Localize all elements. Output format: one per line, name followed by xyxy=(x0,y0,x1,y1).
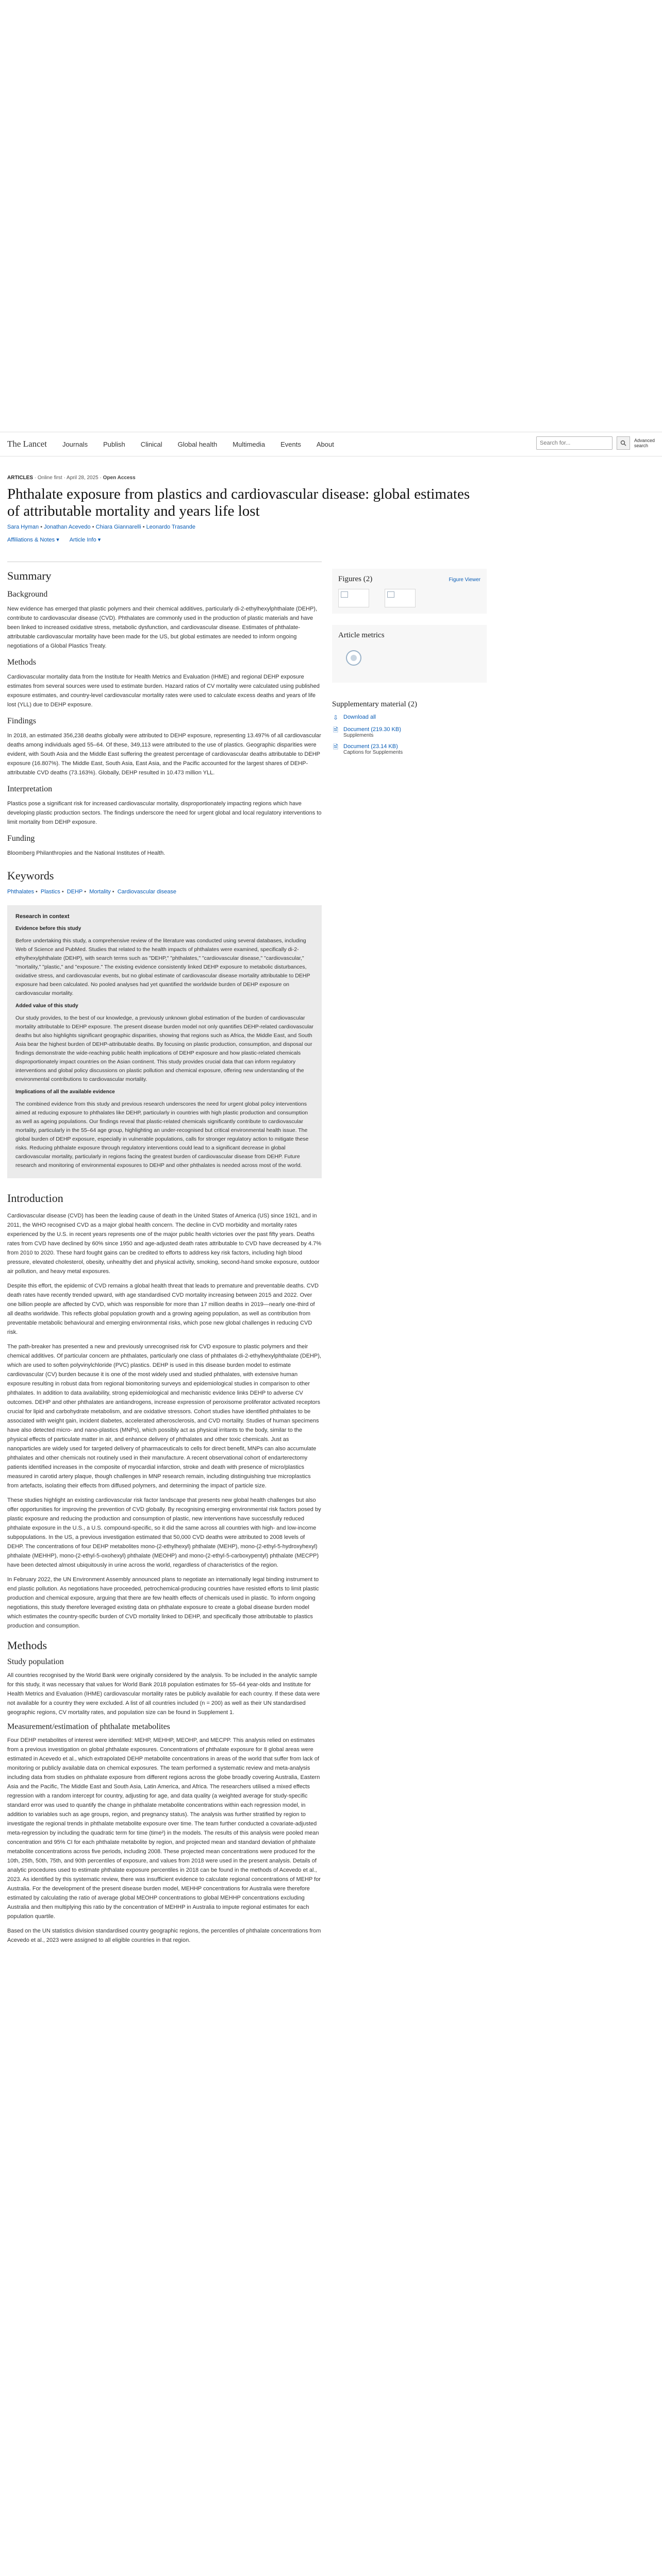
supplement-caption: Supplements xyxy=(343,733,374,738)
figures-heading: Figures (2) xyxy=(338,575,373,583)
chevron-down-icon: ▾ xyxy=(97,537,101,543)
article-body xyxy=(7,562,322,1950)
search-input[interactable] xyxy=(536,436,613,450)
nav-global-health[interactable]: Global health xyxy=(177,440,218,448)
keyword-link[interactable]: Cardiovascular disease xyxy=(117,889,177,895)
measurement-text: Four DEHP metabolites of interest were identified: MEHP, MEHHP, MEOHP, and MECPP. This analysis relied on estimates from a previous investigation on global phthalate exposures. Concentrations of phthalate exposure for 8 global areas were estimated in Acevedo et al., which extrapolated DEHP metabolite concentrations in areas of the world that suffer from lack of monitoring or publicly available data on chemical exposures. The team performed a systematic review and meta-analysis including data from studies on phthalate exposure from different regions across the globe broadly covering Australia, Eastern Asia and the Pacific, The Middle East and South Asia, Latin America, and Africa. The researchers utilised a mixed effects regression with a random intercept for country, adjusting for age, and data quality (a weighted average for study-specific standard error was used to quantify the change in phthalate metabolite concentrations within each regression model, in addition to variables such as age groups, region, and pregnancy status). The analysis was further stratified by region to investigate the regional trends in phthalate metabolite exposure over time. The team further conducted a covariate-adjusted meta-regression by including the quadratic term for time (time²) in the models. The results of this analysis were pooled mean concentration and 95% CI for each phthalate metabolite by region, and projected mean and standard deviation of phthalate metabolite concentrations across five periods, including 2008. These projected mean concentrations were produced for the 10th, 25th, 50th, 75th, and 90th percentiles of exposure, and values from 2018 were used in the present analysis. Details of analytic procedures used to estimate phthalate exposure percentiles in 2018 can be found in the methods of Acevedo et al., 2023. As identified by this systematic review, there was insufficient evidence to calculate regional concentrations of MEHP for Australia. For the development of the present disease burden model, MEHHP concentrations for Australia were therefore estimated by calculating the ratio of average global MEOHP concentrations to global MEHHP concentrations excluding Australia and then multiplying this ratio by the concentration of MEHHP in Australia to impute regional estimates for each population quartile. xyxy=(7,1737,321,1920)
keyword-list: Phthalates • Plastics • DEHP • Mortality • Cardiovascular disease xyxy=(7,889,177,895)
funding-text: Bloomberg Philanthropies and the National Institutes of Health. xyxy=(7,850,166,856)
download-all-row[interactable] xyxy=(332,714,481,721)
open-access-badge: Open Access xyxy=(103,475,136,481)
keywords-heading: Keywords xyxy=(7,869,54,882)
interpretation-text: Plastics pose a significant risk for increased cardiovascular mortality, disproportionately impacting regions which have developing plastic production sectors. The findings underscore the need for urgent global and local regulatory interventions to limit mortality from DEHP exposure. xyxy=(7,801,322,825)
figure-viewer-link[interactable]: Figure Viewer xyxy=(449,577,481,583)
figures-card xyxy=(332,569,487,614)
nav-about[interactable]: About xyxy=(316,440,334,448)
supplement-document-row[interactable] xyxy=(332,726,481,738)
nav-publish[interactable]: Publish xyxy=(103,440,125,448)
nav-events[interactable]: Events xyxy=(280,440,301,448)
article-info-toggle[interactable]: Article Info ▾ xyxy=(69,537,101,543)
supplement-document-link[interactable]: Document (23.14 KB) xyxy=(343,743,398,750)
article-header xyxy=(7,475,652,543)
search-icon xyxy=(620,440,626,446)
download-icon: ⇩ xyxy=(333,714,339,721)
blank-header-area xyxy=(0,0,662,433)
evidence-text: Before undertaking this study, a comprehensive review of the literature was conducted using several databases, including Web of Science and PubMed. Studies that related to the health impacts of phthalates were examined, specifically di-2-ethylhexylphthalate (DEHP), with search terms such as "DEHP," "phthalates," "cardiovascular disease," "cardiovascular," "mortality," "plastic," and "exposure." The existing evidence consistently linked DEHP exposure to metabolic disturbances, oxidative stress, and cardiovascular events, but no global estimate of cardiovascular disease mortality attributable to DEHP exposure had been calculated. No pooled analyses had yet quantified the worldwide burden of DEHP exposure on cardiovascular mortality. xyxy=(15,938,310,996)
findings-text: In 2018, an estimated 356,238 deaths globally were attributed to DEHP exposure, representing 13.497% of all cardiovascular deaths among individuals aged 55–64. Of these, 349,113 were attributed to the use of plastics. Geographic disparities were evident, with South Asia and the Middle East suffering the greatest percentage of cardiovascular deaths attributable to DEHP exposure (16.807%). The Middle East, South Asia, East Asia, and the Pacific accounted for the largest shares of DEHP-attributable CVD deaths (73.163%). Globally, DEHP resulted in 10.473 million YLL. xyxy=(7,733,321,776)
evidence-heading: Evidence before this study xyxy=(15,926,81,931)
research-in-context-panel xyxy=(7,905,322,1178)
search-button[interactable] xyxy=(617,436,630,450)
online-first-label: Online first xyxy=(37,475,62,481)
document-icon: 🗎 xyxy=(333,726,338,734)
introduction-section xyxy=(7,1192,322,1631)
nav-multimedia[interactable]: Multimedia xyxy=(233,440,266,448)
journal-logo[interactable]: The Lancet xyxy=(7,439,47,449)
article-date: April 28, 2025 xyxy=(67,475,98,481)
supplement-document-row[interactable] xyxy=(332,743,481,755)
keyword-link[interactable]: DEHP xyxy=(67,889,83,895)
methods-section-heading: Methods xyxy=(7,1639,47,1652)
intro-paragraph: Despite this effort, the epidemic of CVD remains a global health threat that leads to premature and preventable deaths. CVD death rates have recently trended upward, with age standardised CVD mortality increasing between 2015 and 2022. Over one billion people are affected by CVD, which was responsible for more than 17 million deaths in 2019—nearly one-third of all deaths worldwide. This reflects global population growth and a growing ageing population, as well as contribution from preventable metabolic behavioural and emerging environmental risks, which pose new global challenges in reducing CVD risk. xyxy=(7,1283,319,1335)
download-all-link[interactable]: Download all xyxy=(343,714,376,720)
article-title: Phthalate exposure from plastics and cardiovascular disease: global estimates of attributable mortality and years life lost xyxy=(7,486,470,519)
background-heading: Background xyxy=(7,590,48,599)
document-icon: 🗎 xyxy=(333,743,338,751)
measurement-heading: Measurement/estimation of phthalate metabolites xyxy=(7,1722,170,1731)
author-list: Sara Hyman • Jonathan Acevedo • Chiara Giannarelli • Leonardo Trasande xyxy=(7,524,196,530)
metrics-card xyxy=(332,625,487,683)
funding-heading: Funding xyxy=(7,834,35,843)
findings-heading: Findings xyxy=(7,717,37,725)
site-navigation xyxy=(0,432,662,456)
article-sidebar xyxy=(332,569,487,778)
implications-heading: Implications of all the available evidence xyxy=(15,1089,115,1095)
figure-thumbnail[interactable] xyxy=(338,589,369,607)
study-population-text: All countries recognised by the World Bank were originally considered by the analysis. To be included in the analytic sample for this study, it was necessary that values for World Bank 2018 population estimates for 55–64 year-olds and Institute for Health Metrics and Evaluation (IHME) cardiovascular mortality rates be publicly available for each country. If these data were not available for a country they were excluded. A list of all countries included (n = 200) as well as their UN standardised geographic regions, CV mortality rates, and population size can be found in Supplement 1. xyxy=(7,1672,320,1716)
article-type: ARTICLES xyxy=(7,475,33,481)
nav-clinical[interactable]: Clinical xyxy=(140,440,162,448)
implications-text: The combined evidence from this study and previous research underscores the need for urgent global policy interventions aimed at reducing exposure to phthalates like DEHP, particularly in countries with high plastic production and consumption as well as ageing populations. Our findings reveal that plastic-related chemicals significantly contribute to cardiovascular mortality, particularly in the 55–64 age group, highlighting an under-recognised but critical environmental health issue. The global burden of DEHP exposure, especially in vulnerable populations, calls for stronger regulatory action to mitigate these risks. Reducing phthalate exposure through regulatory interventions could lead to a significant decrease in global cardiovascular mortality, particularly in regions facing the greatest burden of cardiovascular disease from DEHP. Future research and monitoring of environmental exposures to DEHP and other phthalates is needed across most of the world. xyxy=(15,1101,309,1168)
summary-section xyxy=(7,562,322,858)
supplement-caption: Captions for Supplements xyxy=(343,750,403,755)
chevron-down-icon: ▾ xyxy=(56,537,59,543)
study-population-heading: Study population xyxy=(7,1657,64,1666)
research-in-context-heading: Research in context xyxy=(15,913,70,920)
keyword-link[interactable]: Phthalates xyxy=(7,889,34,895)
background-text: New evidence has emerged that plastic polymers and their chemical additives, particularly di-2-ethylhexylphthalate (DEHP), contribute to cardiovascular disease (CVD). Phthalates are commonly used in the production of plastic materials and have been linked to increased oxidative stress, metabolic dysfunction, and cardiovascular disease. Estimates of phthalate-attributable cardiovascular mortality have been made for the US, but global estimates are needed to inform ongoing negotiations of a Global Plastics Treaty. xyxy=(7,606,318,649)
summary-heading: Summary xyxy=(7,569,52,582)
methods-text: Cardiovascular mortality data from the Institute for Health Metrics and Evaluation (IHME) and regional DEHP exposure estimates from several sources were used to estimate burden. Hazard ratios of CV mortality were calculated using published exposure estimates, and country-level cardiovascular mortality rates were used to calculate excess deaths and years of life lost (YLL) due to DEHP exposure. xyxy=(7,674,320,708)
keyword-link[interactable]: Plastics xyxy=(40,889,60,895)
intro-paragraph: In February 2022, the UN Environment Assembly announced plans to negotiate an internationally legal binding instrument to end plastic pollution. As negotiations have proceeded, petrochemical-producing countries have resisted efforts to limit plastic production and chemical exposure, arguing that there are few health effects of chemicals used in plastic. To inform ongoing negotiations, this study therefore leveraged existing data on phthalate exposure to create a global disease burden model which estimates the country-specific burden of CVD mortality linked to DEHP, and specifically those attributable to plastics production and consumption. xyxy=(7,1577,319,1629)
intro-paragraph: Cardiovascular disease (CVD) has been the leading cause of death in the United States of America (US) since 1921, and in 2011, the WHO recognised CVD as a major global health concern. The decline in CVD morbidity and mortality rates experienced by the U.S. in recent years represents one of the major public health victories over the past fifty years. Deaths rates from CVD have declined by 60% since 1950 and age-adjusted death rates attributable to CVD have decreased by 4.7% from 2010 to 2020. These hard fought gains can be credited to efforts to address key risk factors, including high blood pressure, elevated cholesterol, obesity, unhealthy diet and physical activity, smoking, second-hand smoke exposure, outdoor air pollution, and heavy metal exposures. xyxy=(7,1213,322,1275)
nav-journals[interactable]: Journals xyxy=(62,440,88,448)
author-name[interactable]: Jonathan Acevedo xyxy=(44,524,91,530)
intro-paragraph: The path-breaker has presented a new and previously unrecognised risk for CVD exposure to plastic polymers and their chemical additives. Of particular concern are phthalates, particularly one class of phthalates di-2-ethylhexylphthalate (DEHP), which are used to soften polyvinylchloride (PVC) plastics. DEHP is used in this disease burden model to estimate cardiovascular (CV) burden because it is one of the most widely used and studied phthalates, with extensive human exposure resulting in robust data from regional biomonitoring surveys and epidemiological studies in comparison to other phthalates. In addition to data availability, strong epidemiological and mechanistic evidence links DEHP to adverse CV outcomes. DEHP and other phthalates are antiandrogens, increase expression of peroxisome proliferator activated receptors crucial for lipid and carbohydrate metabolism, and are oxidative stressors. Cohort studies have identified phthalates to be associated with weight gain, incident diabetes, accelerated atherosclerosis, and CVD mortality. Studies of human specimens have also detected micro- and nano-plastics (MNPs), which possibly act as physical irritants to the body, similar to the physical effects of particulate matter in air, and enhance delivery of phthalates and other toxic chemicals. Just as nanoparticles are widely used for targeted delivery of pharmaceuticals to cells for direct benefit, MNPs can also accumulate phthalates and other chemicals not routinely used in their manufacture. A recent observational cohort of endarterectomy patients identified increases in the composite of myocardial infarction, stroke and death with presence of micro/plastics measured in carotid artery plaque, though challenges in MNP research remain, including distinguishing true microplastics from artefacts, isolating their effects from diffused polymers, and determining the impact of particle size. xyxy=(7,1344,321,1489)
region-assignment-text: Based on the UN statistics division standardised country geographic regions, the percentiles of phthalate concentrations from Acevedo et al., 2023 were assigned to all eligible countries in that region. xyxy=(7,1928,321,1943)
metrics-heading: Article metrics xyxy=(338,631,385,639)
affiliations-toggle[interactable]: Affiliations & Notes ▾ xyxy=(7,537,59,543)
keyword-link[interactable]: Mortality xyxy=(89,889,111,895)
added-value-heading: Added value of this study xyxy=(15,1003,78,1009)
supplement-document-link[interactable]: Document (219.30 KB) xyxy=(343,726,401,733)
author-name[interactable]: Chiara Giannarelli xyxy=(95,524,141,530)
supplementary-heading: Supplementary material (2) xyxy=(332,700,417,708)
author-name[interactable]: Leonardo Trasande xyxy=(146,524,196,530)
altmetric-badge-icon[interactable] xyxy=(338,648,369,668)
methods-section xyxy=(7,1639,322,1945)
intro-paragraph: These studies highlight an existing cardiovascular risk factor landscape that presents new global health challenges but also offer opportunities for improving the prevention of CVD globally. By recognising emerging environmental risk factors posed by plastic exposure and reducing the production and consumption of plastic, new interventions have successfully reduced phthalate exposure in the U.S., a U.S. compound-specific, so it did the same across all countries with high- and low-income subpopulations. In the US, a previous investigation estimated that 50,000 CVD deaths were attributed to 2008 levels of DEHP. The concentrations of four DEHP metabolites mono-(2-ethylhexyl) phthalate (MEHP), mono-(2-ethyl-5-hydroxyhexyl) phthalate (MEHHP), mono-(2-ethyl-5-oxohexyl) phthalate (MEOHP) and mono-(2-ethyl-5-carboxypentyl) phthalate (MECPP) have been detected almost ubiquitously in urine across the world, regardless of characteristics of the region. xyxy=(7,1497,321,1568)
added-value-text: Our study provides, to the best of our knowledge, a previously unknown global estimation of the burden of cardiovascular mortality attributable to DEHP exposure. The present disease burden model not only quantifies DEHP-related cardiovascular deaths but also highlights significant geographic disparities, showing that regions such as Africa, the Middle East, and South Asia bear the highest burden of DEHP-attributable deaths. By focusing on plastic production, consumption, and disposal our findings demonstrate the wide-reaching public health implications of DEHP exposure and how plastic-related chemicals disproportionately impact countries on the Asian continent. This study provides crucial data that can inform regulatory interventions and global policy discussions on plastic pollution and chemical exposure, offering new understanding of the environmental contributions to cardiovascular mortality. xyxy=(15,1015,314,1082)
supplementary-card xyxy=(332,694,487,767)
advanced-search-link[interactable]: Advanced search xyxy=(634,438,655,448)
article-meta: ARTICLES · Online first · April 28, 2025 · Open Access xyxy=(7,475,136,481)
interpretation-heading: Interpretation xyxy=(7,785,53,793)
figure-thumbnail[interactable] xyxy=(385,589,416,607)
methods-heading: Methods xyxy=(7,658,36,667)
introduction-heading: Introduction xyxy=(7,1192,63,1205)
author-name[interactable]: Sara Hyman xyxy=(7,524,39,530)
keywords-section xyxy=(7,869,322,895)
